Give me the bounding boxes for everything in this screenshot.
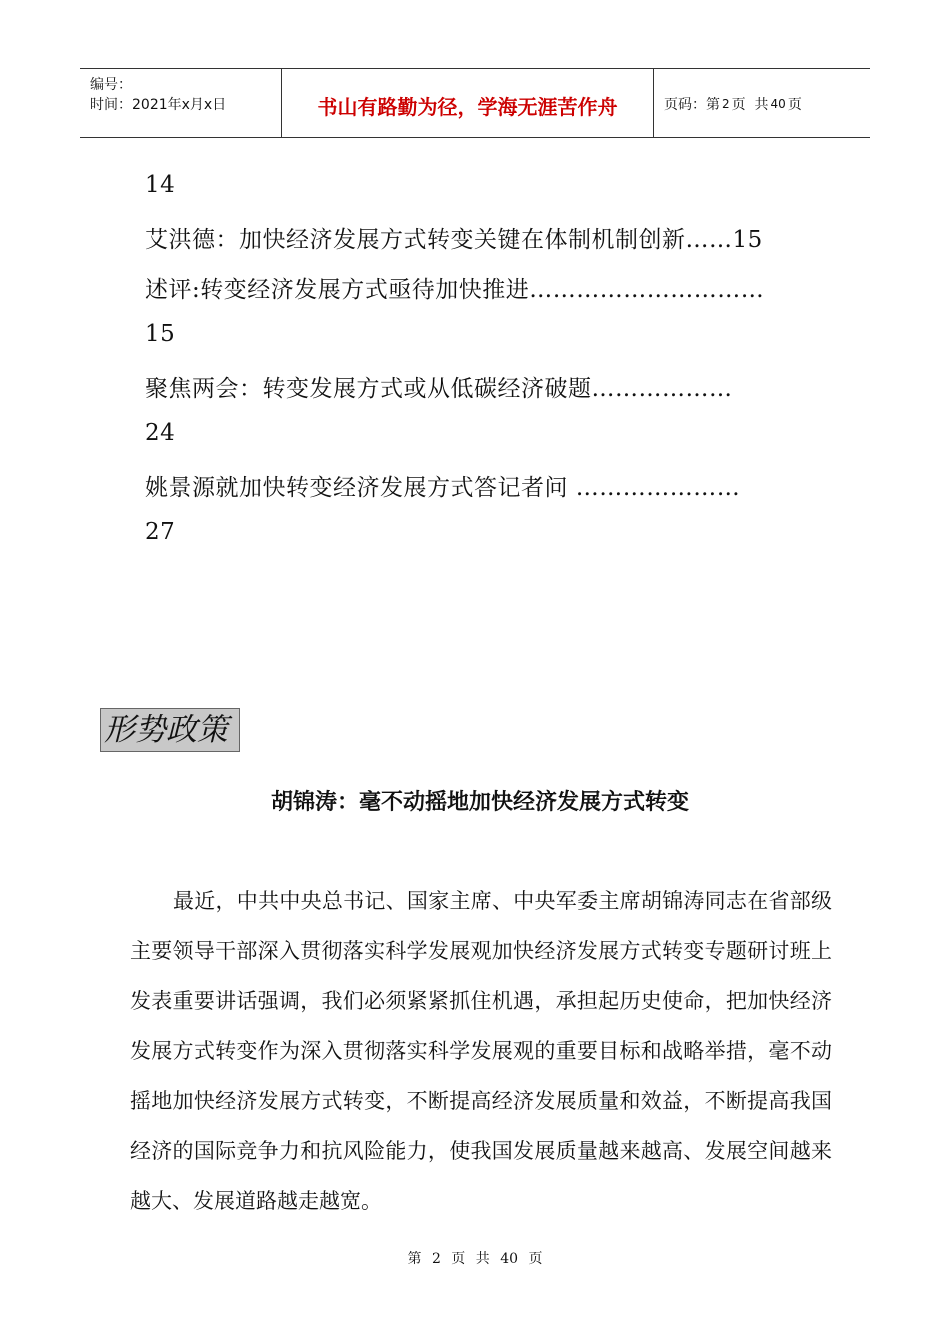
toc-line: 27 <box>145 519 176 545</box>
serial-label: 编号： <box>90 77 132 93</box>
toc-line: 姚景源就加快转变经济发展方式答记者问 ………………… <box>145 475 741 501</box>
page-prefix: 页码：第 <box>664 97 720 113</box>
toc-line: 24 <box>145 420 176 446</box>
header-motto: 书山有路勤为径，学海无涯苦作舟 <box>282 69 654 137</box>
time-label: 时间：2021年x月x日 <box>90 97 227 113</box>
toc-line: 15 <box>145 321 176 347</box>
toc-line: 聚焦两会：转变发展方式或从低碳经济破题……………… <box>145 376 733 402</box>
page-suffix: 页 <box>787 97 802 113</box>
toc-line: 述评:转变经济发展方式亟待加快推进………………………… <box>145 277 765 303</box>
page-mid: 页 共 <box>731 97 769 113</box>
header-meta <box>80 69 282 137</box>
page-current: 2 <box>722 97 730 111</box>
article-title: 胡锦涛：毫不动摇地加快经济发展方式转变 <box>270 790 689 815</box>
page-header <box>80 68 870 138</box>
header-page-info <box>654 69 870 137</box>
page-footer: 第 2 页 共 40 页 <box>407 1251 543 1267</box>
section-label: 形势政策 <box>100 708 240 752</box>
toc-line: 艾洪德：加快经济发展方式转变关键在体制机制创新……15 <box>145 227 763 253</box>
toc-line: 14 <box>145 172 176 198</box>
article-paragraph: 最近，中共中央总书记、国家主席、中央军委主席胡锦涛同志在省部级主要领导干部深入贯彻落实科学发展观加快经济发展方式转变专题研讨班上发表重要讲话强调，我们必须紧紧抓住机遇，承担起历史使命，把加快经济发展方式转变作为深入贯彻落实科学发展观的重要目标和战略举措，毫不动摇地加快经济发展方式转变，不断提高经济发展质量和效益，不断提高我国经济的国际竞争力和抗风险能力，使我国发展质量越来越高、发展空间越来越大、发展道路越走越宽。 <box>130 889 832 1213</box>
page-total: 40 <box>770 97 786 111</box>
